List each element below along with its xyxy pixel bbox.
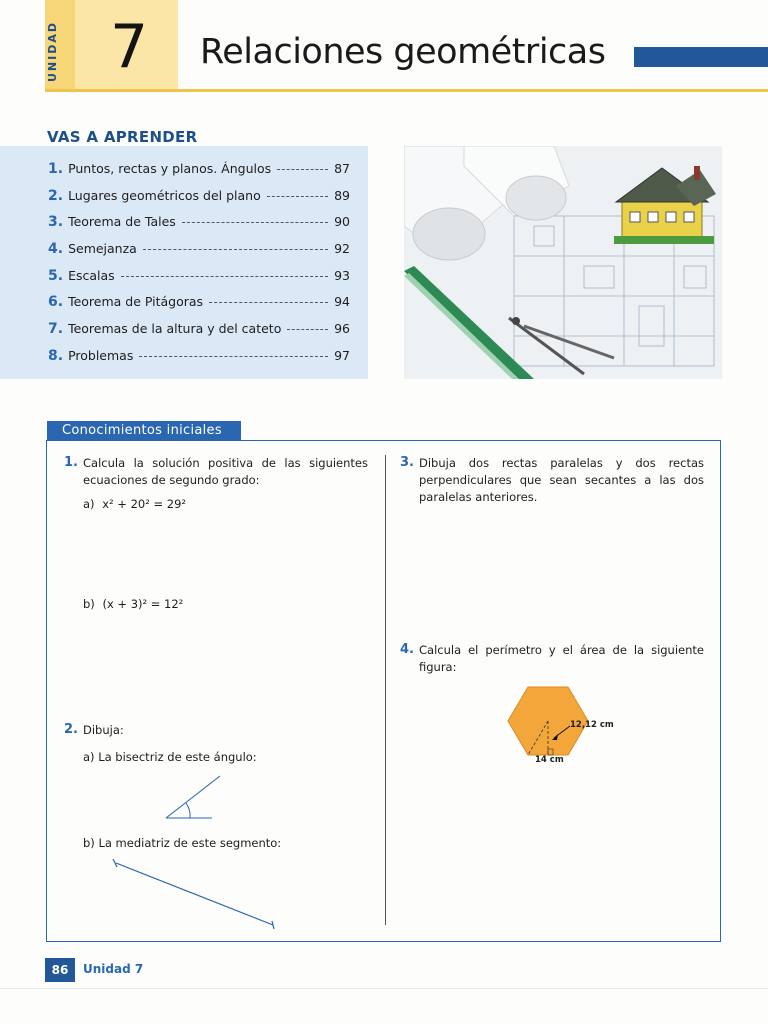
toc-leader [121, 276, 328, 277]
toc-leader [143, 249, 328, 250]
toc-item-title: Lugares geométricos del plano [68, 188, 261, 203]
question-text: Calcula la solución positiva de las siguientes ecuaciones de segundo grado: [83, 456, 368, 487]
toc-leader [139, 356, 328, 357]
toc-leader [287, 329, 328, 330]
side-label: 14 cm [535, 755, 564, 765]
segment-figure[interactable] [108, 855, 280, 933]
question-number: 2. [64, 722, 78, 737]
question-4 [400, 642, 704, 676]
toc-item[interactable] [48, 348, 350, 370]
toc-item[interactable] [48, 294, 350, 316]
header-rule [45, 89, 768, 92]
toc-item-page: 96 [334, 321, 350, 336]
toc-item-number: 8. [48, 348, 64, 364]
toc-item-page: 94 [334, 294, 350, 309]
toc-item-number: 3. [48, 214, 64, 230]
toc-item[interactable] [48, 241, 350, 263]
question-text: Calcula el perímetro y el área de la siguiente figura: [419, 643, 704, 674]
learn-heading: VAS A APRENDER [47, 128, 198, 146]
toc-item-title: Problemas [68, 348, 134, 363]
toc-item-title: Teoremas de la altura y del cateto [68, 321, 282, 336]
footer-unit: Unidad 7 [83, 962, 144, 976]
toc-item-title: Puntos, rectas y planos. Ángulos [68, 161, 272, 176]
toc-item-title: Teorema de Tales [68, 214, 176, 229]
question-3 [400, 455, 704, 506]
toc-leader [209, 302, 328, 303]
toc-leader [182, 222, 328, 223]
question-text: Dibuja dos rectas paralelas y dos rectas perpendiculares que sean secantes a las dos paralelas anteriores. [419, 456, 704, 504]
question-1 [64, 455, 368, 489]
blueprint-photo [404, 146, 722, 379]
column-divider [385, 455, 386, 925]
toc-item-number: 7. [48, 321, 64, 337]
toc-leader [267, 196, 328, 197]
equation-b: (x + 3)² = 12² [102, 597, 184, 611]
footer-rule [0, 988, 768, 989]
page-title: Relaciones geométricas [200, 32, 606, 72]
toc-item-title: Escalas [68, 268, 115, 283]
unit-number: 7 [110, 12, 149, 82]
subquestion-label: b) [83, 597, 95, 611]
toc-item-page: 89 [334, 188, 350, 203]
toc-item-page: 92 [334, 241, 350, 256]
title-accent-bar [634, 47, 768, 67]
question-number: 1. [64, 455, 78, 470]
question-text: Dibuja: [83, 723, 124, 737]
toc-item-number: 4. [48, 241, 64, 257]
toc-item[interactable] [48, 321, 350, 343]
question-number: 4. [400, 642, 414, 657]
toc-item-number: 2. [48, 188, 64, 204]
toc-leader [277, 169, 328, 170]
initial-knowledge-heading: Conocimientos iniciales [47, 421, 241, 441]
toc-item[interactable] [48, 188, 350, 210]
subquestion-label: a) [83, 497, 95, 511]
angle-figure[interactable] [160, 770, 230, 822]
apothem-label: 12,12 cm [570, 720, 614, 730]
toc-item-number: 5. [48, 268, 64, 284]
toc-item-number: 1. [48, 161, 64, 177]
question-1b [83, 597, 183, 611]
toc-item-number: 6. [48, 294, 64, 310]
toc-item-title: Teorema de Pitágoras [68, 294, 204, 309]
page-number: 86 [45, 958, 75, 982]
question-2 [64, 722, 124, 739]
toc-item-page: 90 [334, 214, 350, 229]
toc-item-page: 87 [334, 161, 350, 176]
toc-item-page: 93 [334, 268, 350, 283]
unit-label: UNIDAD [46, 20, 59, 82]
toc-item-page: 97 [334, 348, 350, 363]
question-2b-text: b) La mediatriz de este segmento: [83, 836, 282, 850]
question-1a [83, 497, 186, 511]
toc-item[interactable] [48, 161, 350, 183]
equation-a: x² + 20² = 29² [102, 497, 186, 511]
toc-item[interactable] [48, 214, 350, 236]
toc-item[interactable] [48, 268, 350, 290]
toc-item-title: Semejanza [68, 241, 137, 256]
question-number: 3. [400, 455, 414, 470]
question-2a-text: a) La bisectriz de este ángulo: [83, 750, 257, 764]
